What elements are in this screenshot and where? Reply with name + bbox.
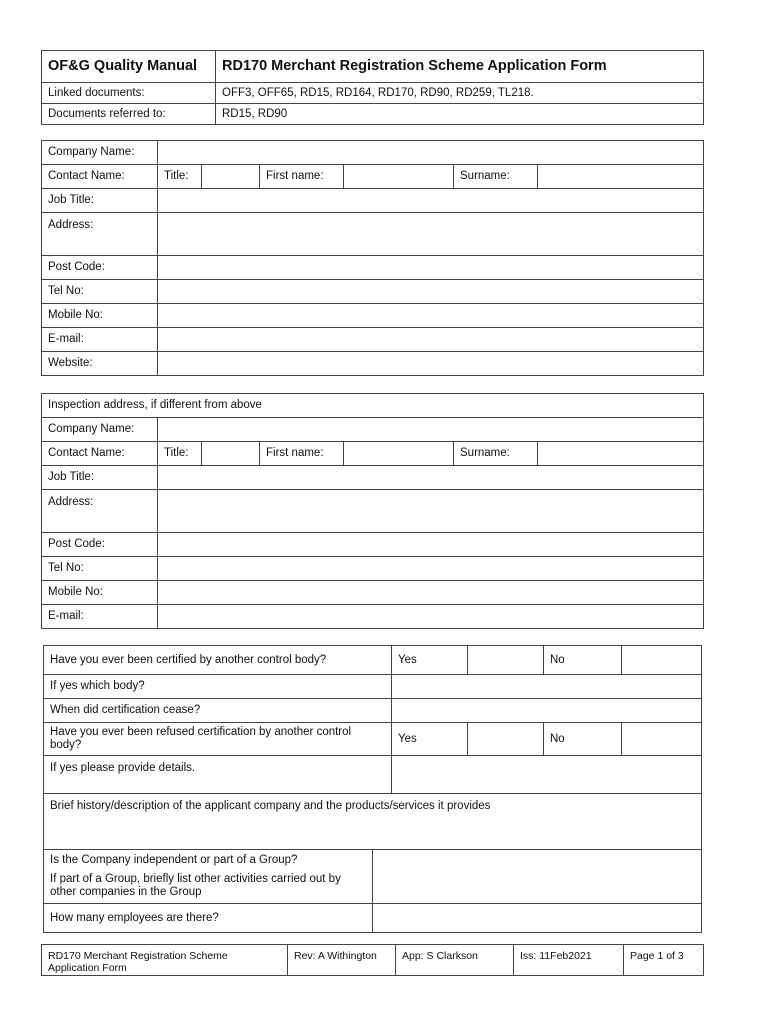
documents-referred-value: RD15, RD90 — [216, 104, 704, 125]
form-title: RD170 Merchant Registration Scheme Application Form — [216, 51, 704, 83]
company-name-field[interactable] — [158, 141, 704, 165]
footer-document: RD170 Merchant Registration Scheme Application Form — [42, 945, 288, 976]
documents-referred-label: Documents referred to: — [42, 104, 216, 125]
surname-label: Surname: — [454, 165, 538, 189]
inspection-email-field[interactable] — [158, 605, 704, 629]
inspection-post-code-label: Post Code: — [42, 533, 158, 557]
mobile-field[interactable] — [158, 304, 704, 328]
which-body-label: If yes which body? — [44, 675, 392, 699]
inspection-company-name-field[interactable] — [158, 418, 704, 442]
refused-details-label: If yes please provide details. — [44, 756, 392, 794]
inspection-tel-field[interactable] — [158, 557, 704, 581]
certified-yes-box[interactable] — [468, 646, 544, 675]
website-field[interactable] — [158, 352, 704, 376]
inspection-address-label: Address: — [42, 490, 158, 533]
inspection-job-title-field[interactable] — [158, 466, 704, 490]
inspection-surname-field[interactable] — [538, 442, 704, 466]
refused-no-label: No — [544, 723, 622, 756]
inspection-first-name-field[interactable] — [344, 442, 454, 466]
history-table — [43, 793, 702, 850]
linked-documents-value: OFF3, OFF65, RD15, RD164, RD170, RD90, RD259, TL218. — [216, 83, 704, 104]
first-name-label: First name: — [260, 165, 344, 189]
footer-approval: App: S Clarkson — [396, 945, 514, 976]
inspection-mobile-field[interactable] — [158, 581, 704, 605]
post-code-field[interactable] — [158, 256, 704, 280]
job-title-field[interactable] — [158, 189, 704, 213]
footer-revision: Rev: A Withington — [288, 945, 396, 976]
certified-no-label: No — [544, 646, 622, 675]
job-title-label: Job Title: — [42, 189, 158, 213]
linked-documents-label: Linked documents: — [42, 83, 216, 104]
inspection-post-code-field[interactable] — [158, 533, 704, 557]
inspection-mobile-label: Mobile No: — [42, 581, 158, 605]
inspection-surname-label: Surname: — [454, 442, 538, 466]
document-footer — [41, 944, 704, 976]
inspection-title-field[interactable] — [202, 442, 260, 466]
title-label: Title: — [158, 165, 202, 189]
certification-cease-label: When did certification cease? — [44, 699, 392, 723]
inspection-title-label: Title: — [158, 442, 202, 466]
refused-question: Have you ever been refused certification by another control body? — [44, 723, 392, 756]
first-name-field[interactable] — [344, 165, 454, 189]
certification-cease-field[interactable] — [392, 699, 702, 723]
inspection-email-label: E-mail: — [42, 605, 158, 629]
footer-issue: Iss: 11Feb2021 — [514, 945, 624, 976]
post-code-label: Post Code: — [42, 256, 158, 280]
inspection-job-title-label: Job Title: — [42, 466, 158, 490]
certified-no-box[interactable] — [622, 646, 702, 675]
certified-yes-label: Yes — [392, 646, 468, 675]
group-answer-field[interactable] — [373, 850, 702, 904]
email-field[interactable] — [158, 328, 704, 352]
inspection-contact-name-label: Contact Name: — [42, 442, 158, 466]
group-table — [43, 849, 702, 933]
surname-field[interactable] — [538, 165, 704, 189]
footer-page-number: Page 1 of 3 — [624, 945, 704, 976]
which-body-field[interactable] — [392, 675, 702, 699]
independent-question: Is the Company independent or part of a Group? — [50, 854, 298, 866]
inspection-address-table — [41, 393, 704, 629]
inspection-heading: Inspection address, if different from above — [42, 394, 704, 418]
inspection-address-field[interactable] — [158, 490, 704, 533]
group-question-cell — [44, 850, 373, 904]
certified-question: Have you ever been certified by another control body? — [44, 646, 392, 675]
history-field[interactable] — [44, 794, 702, 850]
refused-no-box[interactable] — [622, 723, 702, 756]
refused-details-field[interactable] — [392, 756, 702, 794]
manual-title: OF&G Quality Manual — [42, 51, 216, 83]
mobile-label: Mobile No: — [42, 304, 158, 328]
contact-name-label: Contact Name: — [42, 165, 158, 189]
employees-question: How many employees are there? — [44, 904, 373, 933]
title-field[interactable] — [202, 165, 260, 189]
group-activities-question: If part of a Group, briefly list other activities carried out by other companies in the Group — [50, 873, 341, 898]
address-field[interactable] — [158, 213, 704, 256]
tel-label: Tel No: — [42, 280, 158, 304]
certification-table — [43, 645, 702, 794]
website-label: Website: — [42, 352, 158, 376]
company-details-table — [41, 140, 704, 376]
inspection-tel-label: Tel No: — [42, 557, 158, 581]
refused-yes-label: Yes — [392, 723, 468, 756]
document-header — [41, 50, 704, 125]
inspection-company-name-label: Company Name: — [42, 418, 158, 442]
address-label: Address: — [42, 213, 158, 256]
history-label: Brief history/description of the applicant company and the products/services it provides — [50, 800, 491, 812]
email-label: E-mail: — [42, 328, 158, 352]
tel-field[interactable] — [158, 280, 704, 304]
refused-yes-box[interactable] — [468, 723, 544, 756]
inspection-first-name-label: First name: — [260, 442, 344, 466]
company-name-label: Company Name: — [42, 141, 158, 165]
employees-field[interactable] — [373, 904, 702, 933]
